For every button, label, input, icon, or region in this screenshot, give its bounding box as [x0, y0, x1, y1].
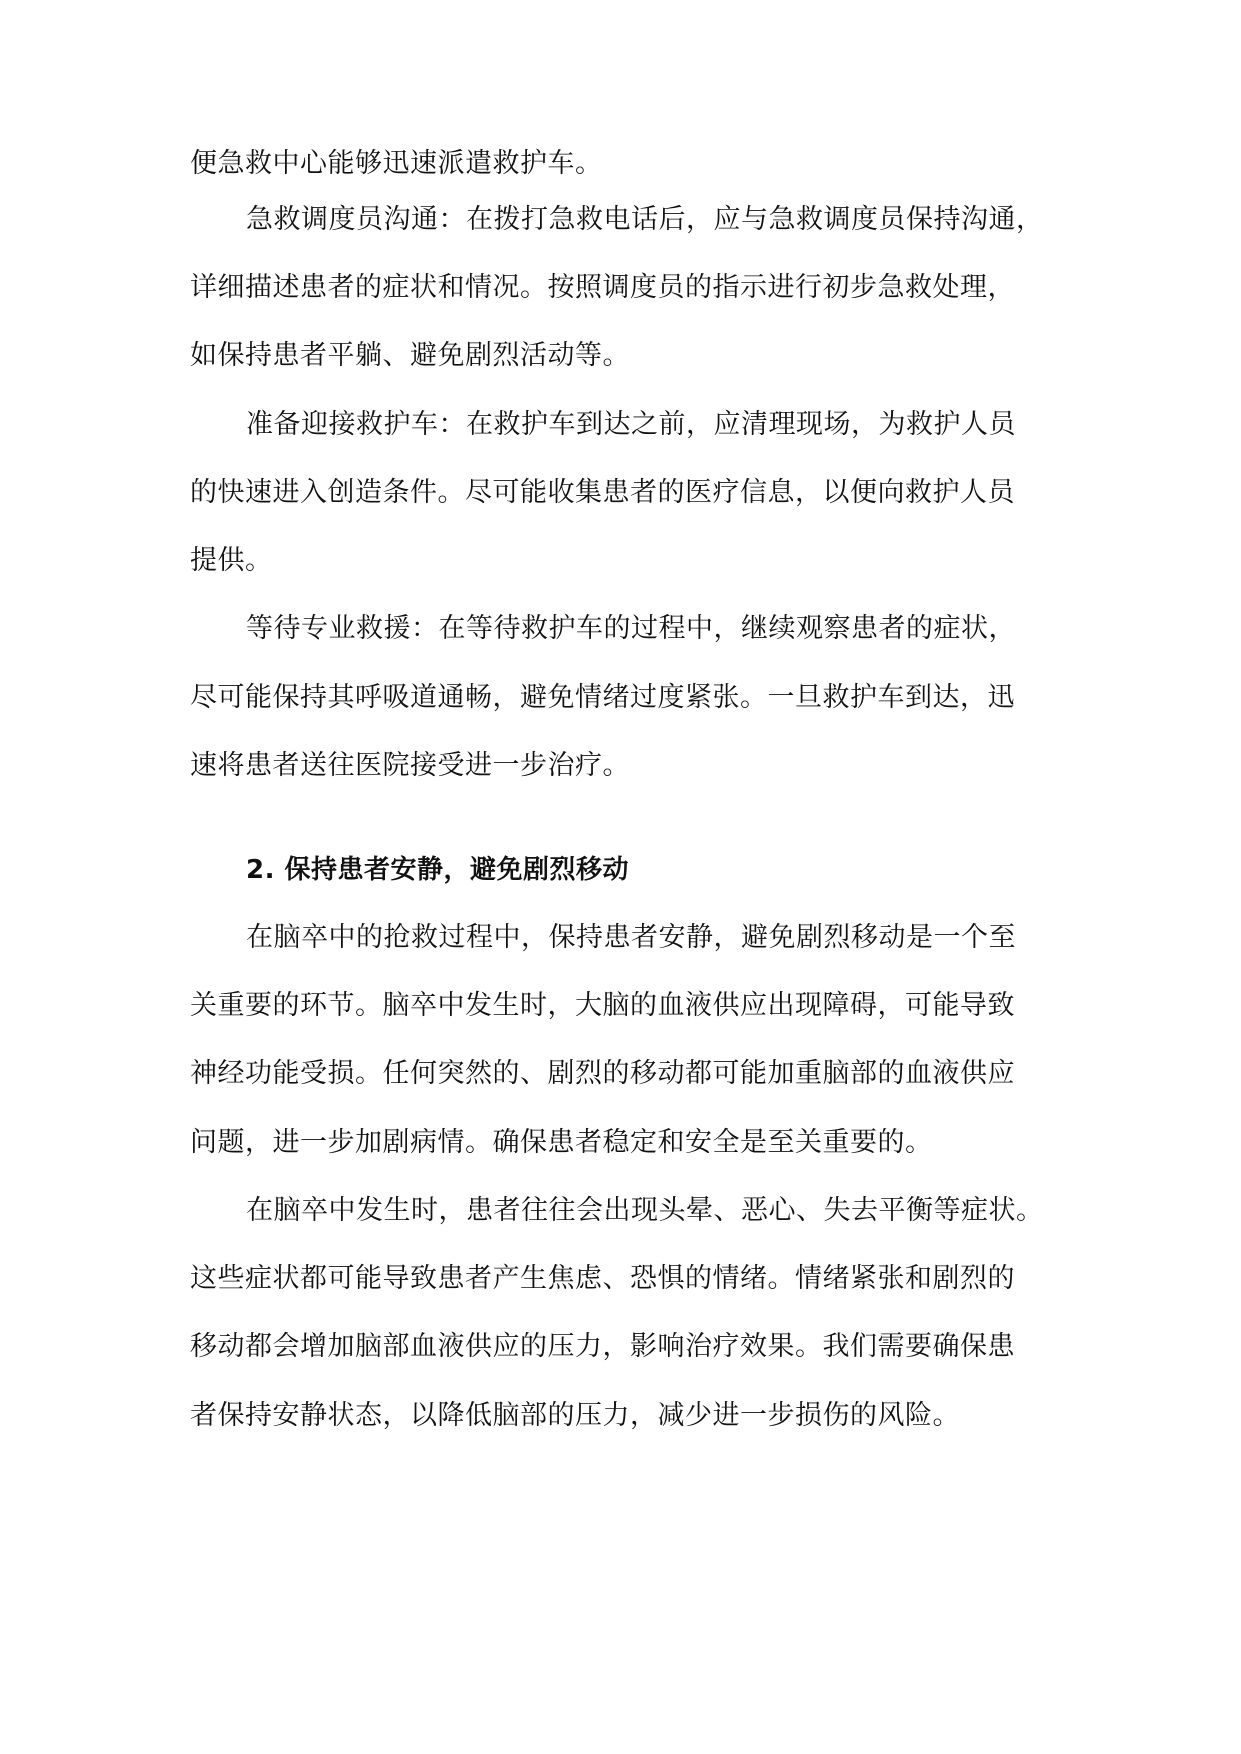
paragraph-line: 者保持安静状态，以降低脑部的压力，减少进一步损伤的风险。	[190, 1400, 960, 1431]
paragraph-line: 这些症状都可能导致患者产生焦虑、恐惧的情绪。情绪紧张和剧烈的	[190, 1263, 1015, 1294]
paragraph-line: 关重要的环节。脑卒中发生时，大脑的血液供应出现障碍，可能导致	[190, 990, 1015, 1021]
paragraph-line: 速将患者送往医院接受进一步治疗。	[190, 750, 630, 781]
paragraph-line: 如保持患者平躺、避免剧烈活动等。	[190, 340, 630, 371]
paragraph-line: 急救调度员沟通：在拨打急救电话后，应与急救调度员保持沟通，	[246, 204, 1044, 235]
paragraph-line: 等待专业救援：在等待救护车的过程中，继续观察患者的症状，	[246, 613, 1016, 644]
paragraph-line: 在脑卒中发生时，患者往往会出现头晕、恶心、失去平衡等症状。	[246, 1195, 1044, 1226]
paragraph-line: 尽可能保持其呼吸道通畅，避免情绪过度紧张。一旦救护车到达，迅	[190, 682, 1015, 713]
paragraph-line: 问题，进一步加剧病情。确保患者稳定和安全是至关重要的。	[190, 1127, 933, 1158]
paragraph-line: 详细描述患者的症状和情况。按照调度员的指示进行初步急救处理，	[190, 272, 1015, 303]
paragraph-line: 移动都会增加脑部血液供应的压力，影响治疗效果。我们需要确保患	[190, 1331, 1015, 1362]
paragraph-line: 在脑卒中的抢救过程中，保持患者安静，避免剧烈移动是一个至	[246, 922, 1016, 953]
paragraph-line: 提供。	[190, 545, 273, 576]
paragraph-line: 便急救中心能够迅速派遣救护车。	[190, 148, 603, 179]
section-heading: 2. 保持患者安静，避免剧烈移动	[246, 855, 630, 885]
paragraph-line: 的快速进入创造条件。尽可能收集患者的医疗信息，以便向救护人员	[190, 477, 1015, 508]
paragraph-line: 准备迎接救护车：在救护车到达之前，应清理现场，为救护人员	[246, 409, 1016, 440]
paragraph-line: 神经功能受损。任何突然的、剧烈的移动都可能加重脑部的血液供应	[190, 1058, 1015, 1089]
